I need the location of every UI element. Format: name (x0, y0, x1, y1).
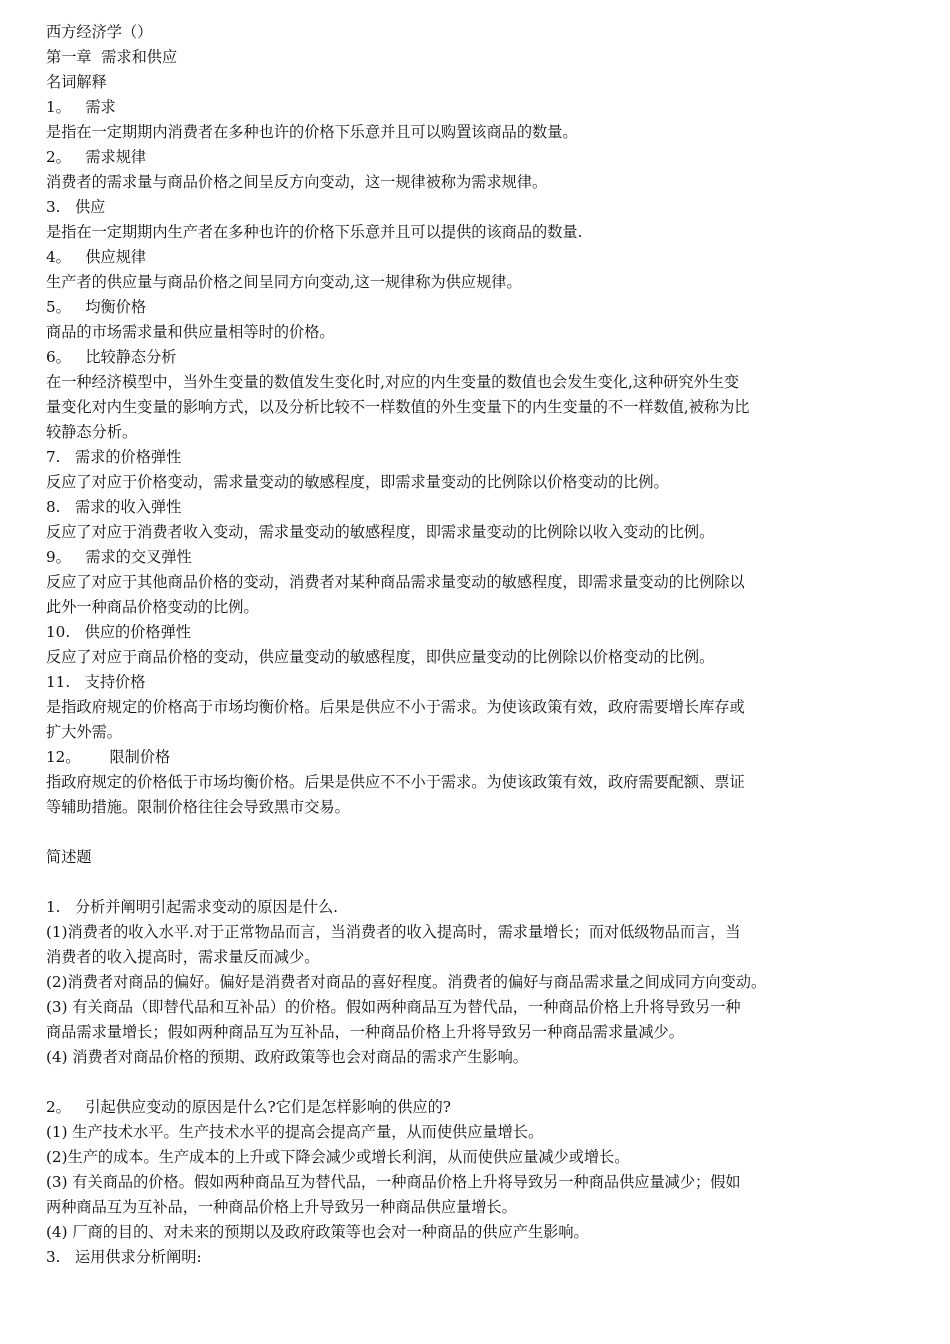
term-12 (46, 745, 908, 820)
term-heading: 12。 限制价格 (46, 748, 171, 766)
term-heading: 1。 需求 (46, 98, 116, 116)
term-body: 较静态分析。 (46, 423, 138, 441)
question-3 (46, 1245, 908, 1270)
term-body: 反应了对应于其他商品价格的变动，消费者对某种商品需求量变动的敏感程度，即需求量变动的比例除以 (46, 573, 745, 591)
term-6 (46, 345, 908, 445)
question-heading: 2。 引起供应变动的原因是什么?它们是怎样影响的供应的? (46, 1098, 451, 1116)
term-heading: 5。 均衡价格 (46, 298, 147, 316)
blank-line (46, 870, 908, 895)
term-heading: 2。 需求规律 (46, 148, 147, 166)
blank-line (46, 820, 908, 845)
term-4 (46, 245, 908, 295)
term-body: 扩大外需。 (46, 723, 122, 741)
answer-line: (4) 厂商的目的、对未来的预期以及政府政策等也会对一种商品的供应产生影响。 (46, 1223, 589, 1241)
term-2 (46, 145, 908, 195)
answer-line: 两种商品互为互补品，一种商品价格上升导致另一种商品供应量增长。 (46, 1198, 517, 1216)
term-body: 商品的市场需求量和供应量相等时的价格。 (46, 323, 335, 341)
term-heading: 11. 支持价格 (46, 673, 146, 691)
answer-line: (4) 消费者对商品价格的预期、政府政策等也会对商品的需求产生影响。 (46, 1048, 528, 1066)
term-10 (46, 620, 908, 670)
term-heading: 8. 需求的收入弹性 (46, 498, 182, 516)
term-3 (46, 195, 908, 245)
term-body: 是指在一定期期内生产者在多种也许的价格下乐意并且可以提供的该商品的数量. (46, 223, 583, 241)
term-body: 反应了对应于消费者收入变动，需求量变动的敏感程度，即需求量变动的比例除以收入变动的比例。 (46, 523, 715, 541)
question-2 (46, 1095, 908, 1245)
term-body: 指政府规定的价格低于市场均衡价格。后果是供应不不小于需求。为使该政策有效，政府需要配额、票证 (46, 773, 745, 791)
answer-line: (2)生产的成本。生产成本的上升或下降会减少或增长利润，从而使供应量减少或增长。 (46, 1148, 630, 1166)
term-body: 在一种经济模型中，当外生变量的数值发生变化时,对应的内生变量的数值也会发生变化,这种研究外生变 (46, 373, 740, 391)
section-heading-short-answer: 简述题 (46, 848, 92, 866)
term-body: 反应了对应于商品价格的变动，供应量变动的敏感程度，即供应量变动的比例除以价格变动的比例。 (46, 648, 715, 666)
answer-line: (3) 有关商品（即替代品和互补品）的价格。假如两种商品互为替代品，一种商品价格上升将导致另一种 (46, 998, 741, 1016)
term-5 (46, 295, 908, 345)
term-body: 是指在一定期期内消费者在多种也许的价格下乐意并且可以购置该商品的数量。 (46, 123, 578, 141)
term-heading: 6。 比较静态分析 (46, 348, 177, 366)
term-9 (46, 545, 908, 620)
section-heading-terms: 名词解释 (46, 73, 107, 91)
term-11 (46, 670, 908, 745)
answer-line: 商品需求量增长；假如两种商品互为互补品，一种商品价格上升将导致另一种商品需求量减少。 (46, 1023, 684, 1041)
term-7 (46, 445, 908, 495)
question-heading: 1. 分析并阐明引起需求变动的原因是什么. (46, 898, 338, 916)
term-heading: 10. 供应的价格弹性 (46, 623, 191, 641)
term-heading: 9。 需求的交叉弹性 (46, 548, 192, 566)
blank-line (46, 1070, 908, 1095)
term-body: 反应了对应于价格变动，需求量变动的敏感程度，即需求量变动的比例除以价格变动的比例。 (46, 473, 669, 491)
term-body: 量变化对内生变量的影响方式，以及分析比较不一样数值的外生变量下的内生变量的不一样数值,被称为比 (46, 398, 750, 416)
term-body: 消费者的需求量与商品价格之间呈反方向变动，这一规律被称为需求规律。 (46, 173, 548, 191)
question-1 (46, 895, 908, 1070)
answer-line: (1)消费者的收入水平.对于正常物品而言，当消费者的收入提高时，需求量增长；而对低级物品而言，当 (46, 923, 741, 941)
term-1 (46, 95, 908, 145)
answer-line: 消费者的收入提高时，需求量反而减少。 (46, 948, 320, 966)
question-heading: 3. 运用供求分析阐明: (46, 1248, 202, 1266)
answer-line: (3) 有关商品的价格。假如两种商品互为替代品，一种商品价格上升将导致另一种商品供应量减少；假如 (46, 1173, 741, 1191)
term-body: 此外一种商品价格变动的比例。 (46, 598, 259, 616)
term-body: 等辅助措施。限制价格往往会导致黑市交易。 (46, 798, 350, 816)
term-body: 是指政府规定的价格高于市场均衡价格。后果是供应不小于需求。为使该政策有效，政府需要增长库存或 (46, 698, 745, 716)
term-heading: 4。 供应规律 (46, 248, 147, 266)
term-8 (46, 495, 908, 545)
term-heading: 7. 需求的价格弹性 (46, 448, 182, 466)
answer-line: (2)消费者对商品的偏好。偏好是消费者对商品的喜好程度。消费者的偏好与商品需求量之间成同方向变动。 (46, 973, 767, 991)
answer-line: (1) 生产技术水平。生产技术水平的提高会提高产量，从而使供应量增长。 (46, 1123, 544, 1141)
term-body: 生产者的供应量与商品价格之间呈同方向变动,这一规律称为供应规律。 (46, 273, 522, 291)
document-title: 西方经济学（） (46, 23, 153, 41)
chapter-title: 第一章 需求和供应 (46, 48, 178, 66)
term-heading: 3. 供应 (46, 198, 106, 216)
